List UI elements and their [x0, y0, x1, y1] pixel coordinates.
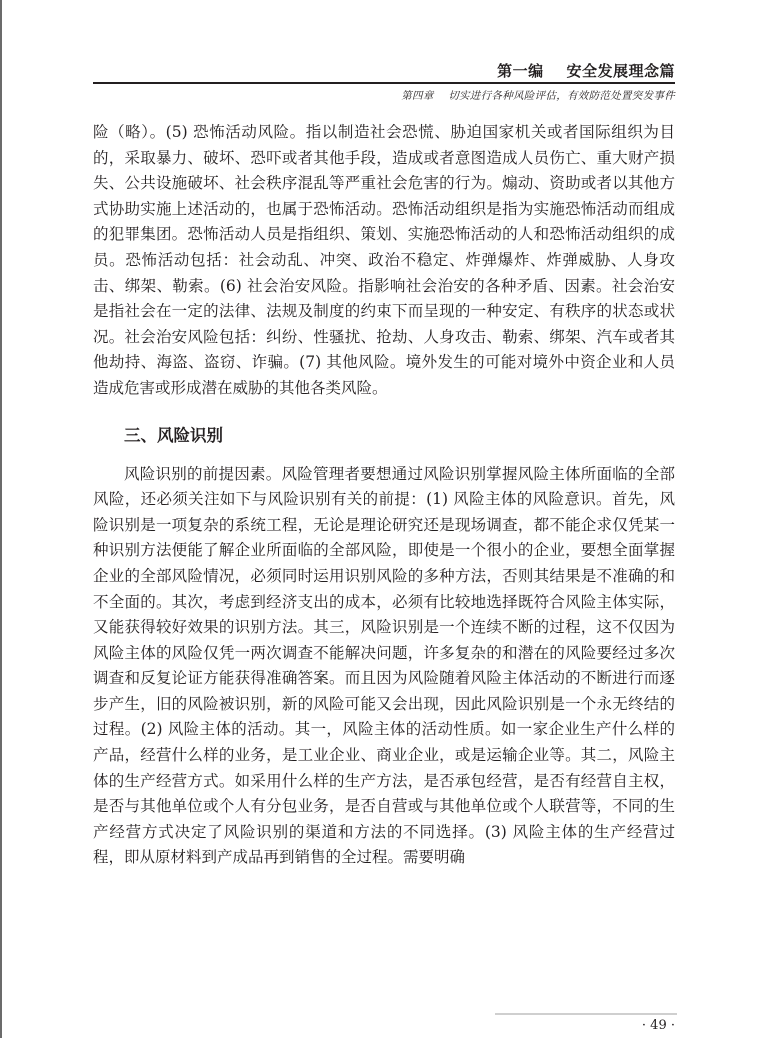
running-header-part-title: 第一编 安全发展理念篇: [497, 62, 675, 80]
body-paragraph: 风险识别的前提因素。风险管理者要想通过风险识别掌握风险主体所面临的全部风险，还必须关注如下与风险识别有关的前提：(1) 风险主体的风险意识。首先，风险识别是一项复杂的系统工程，无论是理论研究还是现场调查，都不能企求仅凭某一种识别方法便能了解企业所面临的全部风险，即使是一个很小的企业，要想全面掌握企业的全部风险情况，必须同时运用识别风险的多种方法，否则其结果是不准确的和不全面的。其次，考虑到经济支出的成本，必须有比较地选择既符合风险主体实际，又能获得较好效果的识别方法。其三，风险识别是一个连续不断的过程，这不仅因为风险主体的风险仅凭一两次调查不能解决问题，许多复杂的和潜在的风险要经过多次调查和反复论证方能获得准确答案。而且因为风险随着风险主体活动的不断进行而逐步产生，旧的风险被识别，新的风险可能又会出现，因此风险识别是一个永无终结的过程。(2) 风险主体的活动。其一，风险主体的活动性质。如一家企业生产什么样的产品，经营什么样的业务，是工业企业、商业企业，或是运输企业等。其二，风险主体的生产经营方式。如采用什么样的生产方法，是否承包经营，是否有经营自主权，是否与其他单位或个人有分包业务，是否自营或与其他单位或个人联营等，不同的生产经营方式决定了风险识别的渠道和方法的不同选择。(3) 风险主体的生产经营过程，即从原材料到产成品再到销售的全过程。需要明确: [93, 464, 675, 867]
footer-rule: [495, 1013, 677, 1015]
header-rule: [93, 82, 675, 84]
page-body: [93, 120, 675, 871]
body-paragraph-continued: 险（略）。(5) 恐怖活动风险。指以制造社会恐慌、胁迫国家机关或者国际组织为目的，采取暴力、破坏、恐吓或者其他手段，造成或者意图造成人员伤亡、重大财产损失、公共设施破坏、社会秩序混乱等严重社会危害的行为。煽动、资助或者以其他方式协助实施上述活动的，也属于恐怖活动。恐怖活动组织是指为实施恐怖活动而组成的犯罪集团。恐怖活动人员是指组织、策划、实施恐怖活动的人和恐怖活动组织的成员。恐怖活动包括：社会动乱、冲突、政治不稳定、炸弹爆炸、炸弹威胁、人身攻击、绑架、勒索。(6) 社会治安风险。指影响社会治安的各种矛盾、因素。社会治安是指社会在一定的法律、法规及制度的约束下而呈现的一种安定、有秩序的状态或状况。社会治安风险包括：纠纷、性骚扰、抢劫、人身攻击、勒索、绑架、汽车或者其他劫持、海盗、盗窃、诈骗。(7) 其他风险。境外发生的可能对境外中资企业和人员造成危害或形成潜在威胁的其他各类风险。: [93, 123, 675, 397]
page-left-edge: [0, 0, 2, 1038]
section-heading: 三、风险识别: [124, 425, 223, 445]
page-number: · 49 ·: [641, 1018, 675, 1033]
running-header-chapter-title: 第四章 切实进行各种风险评估，有效防范处置突发事件: [401, 90, 675, 102]
